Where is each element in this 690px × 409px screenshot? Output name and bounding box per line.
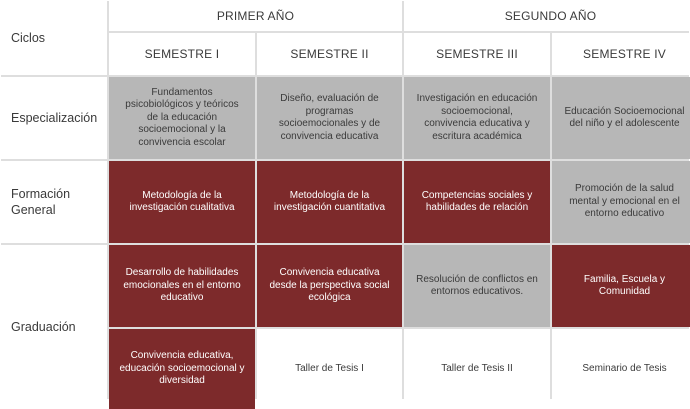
course-cell: Taller de Tesis I xyxy=(257,329,402,409)
course-cell: Investigación en educación socioemocional, convivencia educativa y escritura académica xyxy=(404,77,550,159)
row-label-graduacion: Graduación xyxy=(1,245,107,409)
semester-header-4: SEMESTRE IV xyxy=(552,33,690,75)
course-cell: Promoción de la salud mental y emocional en el entorno educativo xyxy=(552,161,690,243)
course-cell: Diseño, evaluación de programas socioemocionales y de convivencia educativa xyxy=(257,77,402,159)
course-cell: Educación Socioemocional del niño y el adolescente xyxy=(552,77,690,159)
course-cell: Metodología de la investigación cualitativa xyxy=(109,161,255,243)
course-cell: Seminario de Tesis xyxy=(552,329,690,409)
semester-header-1: SEMESTRE I xyxy=(109,33,255,75)
row-label-especializacion: Especialización xyxy=(1,77,107,159)
course-cell: Familia, Escuela y Comunidad xyxy=(552,245,690,327)
course-cell: Convivencia educativa, educación socioemocional y diversidad xyxy=(109,329,255,409)
year-header-second: SEGUNDO AÑO xyxy=(404,1,690,31)
course-cell: Competencias sociales y habilidades de relación xyxy=(404,161,550,243)
course-cell: Resolución de conflictos en entornos educativos. xyxy=(404,245,550,327)
semester-header-3: SEMESTRE III xyxy=(404,33,550,75)
curriculum-table xyxy=(1,1,689,399)
course-cell: Convivencia educativa desde la perspectiva social ecológica xyxy=(257,245,402,327)
semester-header-2: SEMESTRE II xyxy=(257,33,402,75)
year-header-first: PRIMER AÑO xyxy=(109,1,402,31)
row-label-formacion-general: Formación General xyxy=(1,161,107,243)
course-cell: Taller de Tesis II xyxy=(404,329,550,409)
course-cell: Fundamentos psicobiológicos y teóricos de la educación socioemocional y la convivencia escolar xyxy=(109,77,255,159)
course-cell: Desarrollo de habilidades emocionales en el entorno educativo xyxy=(109,245,255,327)
course-cell: Metodología de la investigación cuantitativa xyxy=(257,161,402,243)
ciclos-header: Ciclos xyxy=(1,1,107,75)
